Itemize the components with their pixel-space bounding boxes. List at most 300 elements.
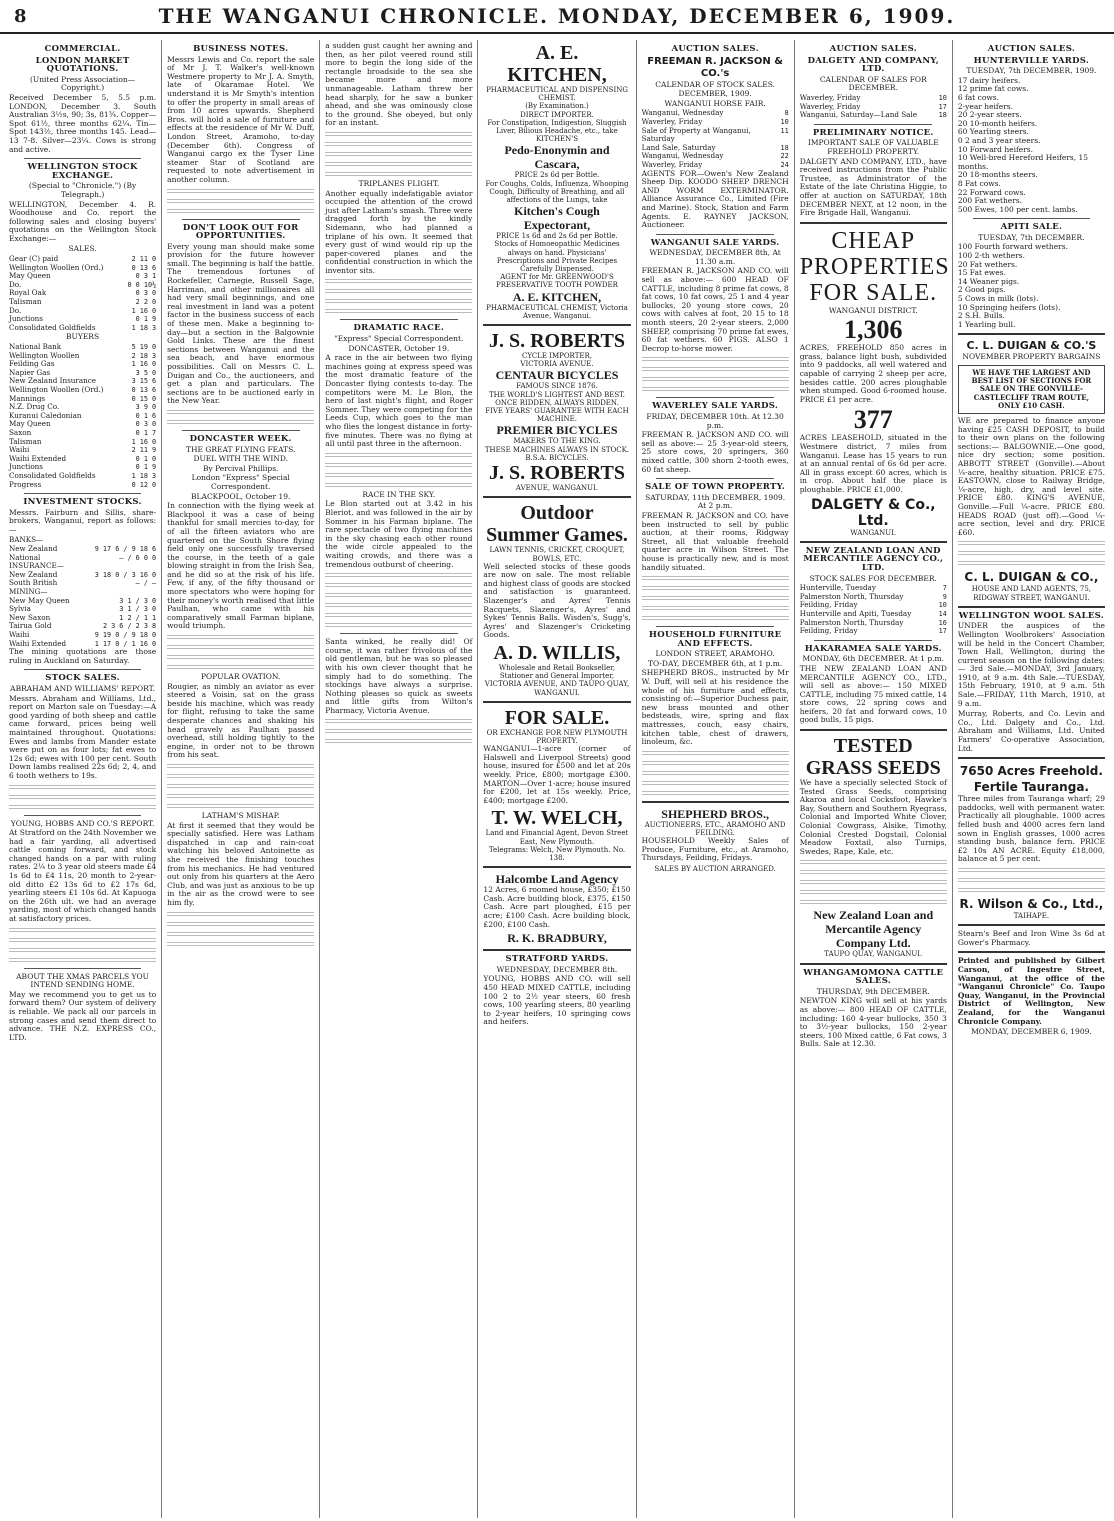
row-value: 17 (938, 627, 947, 636)
latham-heading: LATHAM'S MISHAP. (201, 810, 280, 820)
dramatic-credit: "Express" Special Correspondent. (334, 334, 464, 344)
list-item: 5 Cows in milk (lots). (957, 294, 1039, 304)
row-value: 9 19 0 / 9 18 0 (94, 631, 157, 639)
list-item: 6 fat cows. (957, 92, 1000, 102)
kitchen-address: PHARMACEUTICAL CHEMIST, Victoria Avenue, Wanganui. (486, 303, 628, 320)
row-name: Hunterville and Apiti, Tuesday (799, 608, 912, 618)
race-heading: RACE IN THE SKY. (362, 489, 436, 499)
roberts-name2: J. S. ROBERTS (488, 462, 625, 485)
wanganui-yards-heading: WANGANUI SALE YARDS. (650, 237, 780, 248)
row-name: Junctions (9, 462, 43, 472)
whanga-heading: WHANGAMOMONA CATTLE SALES. (803, 967, 944, 987)
dramatic-date: DONCASTER, October 19. (348, 343, 450, 353)
welch-name: T. W. WELCH, (491, 807, 623, 830)
column-4 (478, 40, 636, 1518)
row-name: Wanganui, Wednesday (641, 108, 724, 118)
row-name: Feilding, Friday (799, 600, 858, 610)
nzloan-list (800, 584, 947, 636)
row-value: 0 0 10½ (127, 280, 157, 289)
shepherd-name: SHEPHERD BROS., (661, 806, 769, 821)
welch-line2: Telegrams: Welch, New Plymouth. No. 138. (488, 845, 626, 863)
list-item: 14 Weaner pigs. (957, 276, 1020, 286)
cheap-properties-heading: CHEAP PROPERTIES FOR SALE. (799, 227, 950, 306)
doncaster-text: In connection with the flying week at Blackpool it was a case of being thankful for small mercies to-day, for of all the fifteen aviators who are quartered on the South Shore flying field only one successfully traversed the course, in the teeth of a gale blowing straight in from the Irish Sea, and he did so at the risk of his life. Few, if any, of the fifty thousand or more spectators who were hoping for their money's worth realised that little Paulhan, who came with his comparatively small Farman biplane, would triumph. (167, 501, 315, 631)
nzla-name: New Zealand Loan and Mercantile Agency Company Ltd. (813, 908, 934, 951)
welch-line1: Land and Financial Agent, Devon Street East, New Plymouth. (485, 829, 629, 846)
row-name: Palmerston North, Thursday (799, 617, 904, 627)
premier-line1: MAKERS TO THE KING. (513, 437, 601, 446)
row-value: — / 6 0 0 (119, 553, 157, 562)
hakaramea-heading: HAKARAMEA SALE YARDS. (804, 643, 942, 654)
row-value: 5 19 0 (131, 343, 157, 351)
heading-business-notes: BUSINESS NOTES. (193, 44, 289, 54)
kitchen-line5: For Coughs, Colds, Influenza, Whooping Cough, Difficulty of Breathing, and all affections of the Lungs, take (485, 179, 629, 205)
list-item: 8 Fat cows. (957, 178, 1001, 188)
list-item: 22 Forward cows. (957, 187, 1026, 197)
columns (4, 40, 1110, 1518)
forsale-sub: OR EXCHANGE FOR NEW PLYMOUTH PROPERTY. (486, 728, 628, 746)
dramatic-text: A race in the air between two flying machines going at express speed was the most dramatic feature of the Doncaster flying contests to-day. The competitors were M. Le Blon, the hero of last night's flight, and Roger Sommer. They were competing for the Leeds Cup, which goes to the man who flies the longest distance in forty-five minutes. There was no flying at all until past three in the afternoon. (325, 353, 473, 449)
household-date: TO-DAY, DECEMBER 6th, at 1 p.m. (647, 658, 783, 668)
row-value: 18 (780, 143, 789, 152)
list-item: 10 Well-bred Hereford Heifers, 15 months. (957, 153, 1089, 171)
row-value: 18 (938, 111, 947, 120)
row-value: 3 1 / 3 0 (119, 605, 157, 614)
row-name: Progress (9, 479, 42, 489)
centaur-heading: CENTAUR BICYCLES (495, 368, 619, 383)
hakaramea-text: THE NEW ZEALAND LOAN AND MERCANTILE AGENCY CO., LTD., will sell as above:— 150 MIXED CATTLE, including 75 mixed cattle, 14 store cows, 22 spring cows and heifers, 20 fat and forward cows, 10 good bulls, 15 pigs. (799, 663, 947, 725)
stratford-heading: STRATFORD YARDS. (505, 954, 609, 965)
list-item: 100 Fourth forward wethers. (957, 242, 1068, 252)
row-name: Land Sale, Saturday (641, 142, 716, 152)
freeman-date: DECEMBER, 1909. (678, 89, 752, 99)
row-name: INSURANCE— (9, 561, 64, 571)
fertile-heading: Fertile Tauranga. (973, 780, 1089, 795)
sales-label: SALES. (68, 244, 97, 254)
column-6 (795, 40, 953, 1518)
list-item: 2-year heifers. (957, 101, 1013, 111)
business-text: Messrs Lewis and Co. report the sale of Mr J. T. Walker's well-known Westmere property to Mr J. A. Smyth, late of Okaramae Hotel. We understand it is Mr Smyth's intention to offer the property in small areas of from 10 acres upwards. Shepherd Bros. will hold a sale of furniture and effects at the residence of Mr W. Duff, London Street, Aramoho, to-day (December 6th). Congress of Wanganui cargo ex the Tyser Line steamer Star of Scotland are requested to note advertisement in another column. (167, 54, 315, 184)
xmas-heading: ABOUT THE XMAS PARCELS YOU INTEND SENDING HOME. (16, 971, 149, 990)
whanga-date: THURSDAY, 9th DECEMBER. (816, 986, 930, 996)
town-property-heading: SALE OF TOWN PROPERTY. (645, 482, 786, 493)
stratford-text: YOUNG, HOBBS AND CO. will sell 450 HEAD MIXED CATTLE, including 100 2 to 2½ year steers, 60 fresh cows, 100 yearling steers, 80 yearling to 2-year heifers, 10 springing cows and heifers. (483, 974, 631, 1027)
row-value: 8 (784, 109, 789, 118)
row-value: 0 1 7 (135, 428, 157, 437)
row-value: 1 18 3 (131, 323, 157, 332)
race-text: Le Blon started out at 3.42 in his Bleriot, and was followed in the air by Sommer in his Farman biplane. The rare spectacle of two flying machines in the sky chasing each other round the wide circle appealed to the waiting crowds, and there was a tremendous outburst of cheering. (325, 499, 473, 569)
wilson-address: TAIHAPE. (1013, 911, 1050, 920)
xmas-text: May we recommend you to get us to forward them? Our system of delivery is reliable. We pack all our parcels in strong cases and send them direct to advance. THE N.Z. EXPRESS CO., LTD. (9, 989, 157, 1042)
duigan-box: WE HAVE THE LARGEST AND BEST LIST OF SECTIONS FOR SALE ON THE GONVILLE-CASTLECLIFF TRAM ROUTE, ONLY £10 CASH. (958, 365, 1105, 414)
heading-commercial: COMMERCIAL. (44, 44, 121, 54)
row-value: 0 13 6 (131, 385, 157, 394)
duigan-heading: C. L. DUIGAN & CO.'S (966, 339, 1097, 353)
notice-heading: PRELIMINARY NOTICE. (812, 127, 934, 138)
row-name: Waihi (9, 445, 30, 455)
list-item: 17 dairy heifers. (957, 75, 1021, 85)
row-value: 16 (938, 618, 947, 627)
row-name: MINING— (9, 587, 48, 597)
freeman-list (642, 109, 789, 169)
row-value: 0 3 0 (135, 420, 157, 429)
row-name: Wellington Woollen (9, 350, 80, 360)
row-name: New Zealand Insurance (9, 376, 97, 386)
district-heading: WANGANUI DISTRICT. (828, 305, 918, 315)
freeman-calendar: CALENDAR OF STOCK SALES. (655, 79, 775, 89)
row-value: 17 (938, 102, 947, 111)
young-heading: YOUNG, HOBBS AND CO.'S REPORT. (10, 818, 155, 828)
kitchen-line4: For Constipation, Indigestion, Sluggish Liver, Bilious Headache, etc., take KITCHEN'S (487, 118, 627, 144)
property2-acres: 377 (853, 405, 893, 435)
agents-text: AGENTS FOR—Owen's New Zealand Sheep Dip. KOODO SHEEP DRENCH AND WORM EXTERMINATOR. Alliance Assurance Co., Limited (Fire and Marine). Stock, Station and Farm Agents. E. RAYNEY JACKSON, Auctioneer. (641, 168, 789, 230)
row-value: 11 (780, 126, 789, 135)
triplanes-heading: TRIPLANES FLIGHT. (358, 178, 440, 188)
household-heading: HOUSEHOLD FURNITURE AND EFFECTS. (648, 630, 782, 649)
row-name: May Queen (9, 419, 51, 429)
row-value: 10 (780, 117, 789, 126)
london-credit: (United Press Association—Copyright.) (29, 74, 136, 93)
town-property-text: FREEMAN R. JACKSON and CO. have been instructed to sell by public auction, at their rooms, Ridgway Street, all that valuable freehold quarter acre in Wilson Street. The house is practically new, and is most handily situated. (641, 510, 789, 572)
kitchen-price1: PRICE 2s 6d per Bottle. (514, 171, 600, 180)
row-name: Palmerston North, Thursday (799, 591, 904, 601)
duigan-sub: NOVEMBER PROPERTY BARGAINS (962, 352, 1101, 362)
row-name: Waihi (9, 630, 30, 639)
row-name: Waihi Extended (9, 453, 67, 463)
hunterville-heading: HUNTERVILLE YARDS. (973, 55, 1090, 66)
dalgety-foot: DALGETY & Co., Ltd. (810, 496, 936, 529)
list-item: 200 Fat wethers. (957, 196, 1023, 206)
row-value: 0 12 0 (131, 480, 157, 489)
row-name: Tairua Gold (9, 621, 52, 631)
heading-dramatic-race: DRAMATIC RACE. (353, 323, 445, 334)
abraham-heading: ABRAHAM AND WILLIAMS' REPORT. (10, 683, 155, 693)
young-text: At Stratford on the 24th November we had a fair yarding, all advertised cattle coming forward, and stock changed hands on a par with ruling rates. 2¼ to 3 year old steers made £4 1s 6d to £4 11s, 20 month to 2-year-old ditto £2 13s 6d to £2 17s 6d, yearling steers £1 10s 6d. At Kapuoga on the 26th ult. we had an average yarding, most of which changed hands at satisfactory prices. (9, 828, 157, 924)
santa-text: Santa winked, he really did! Of course, it was rather frivolous of the old gentleman, but he was so pleased with his own clever thought that he simply had to do something. The stockings have always a surprise. Nothing pleases so quick as sweets and little gifts from Wilton's Pharmacy, Victoria Avenue. (325, 637, 473, 715)
row-name: Napier Gas (9, 367, 51, 377)
row-value: 10 (938, 93, 947, 102)
nzloan-sub: STOCK SALES FOR DECEMBER. (809, 573, 937, 583)
row-name: Consolidated Goldfields (9, 470, 96, 480)
row-name: Wellington Woollen (Ord.) (9, 384, 104, 394)
row-value: 2 18 3 (131, 351, 157, 360)
row-value: 0 1 6 (135, 411, 157, 420)
row-name: Kuranui Caledonian (9, 410, 82, 420)
tested-seeds-heading: TESTED GRASS SEEDS (805, 735, 941, 780)
row-value: 0 15 0 (131, 394, 157, 403)
row-name: Sale of Property at Wanganui, Saturday (641, 125, 751, 144)
row-value: 10 (938, 601, 947, 610)
row-value: 2 11 9 (131, 446, 157, 455)
printed-date: MONDAY, DECEMBER 6, 1909. (971, 1027, 1092, 1037)
row-name: Royal Oak (9, 288, 47, 298)
acres-heading: 7650 Acres Freehold. (959, 764, 1103, 779)
newspaper-title: THE WANGANUI CHRONICLE. MONDAY, DECEMBER 6, 1909. (158, 4, 956, 28)
apiti-list (958, 243, 1105, 329)
list-item: 12 prime fat cows. (957, 84, 1029, 94)
list-row (9, 420, 156, 429)
buyers-list (9, 343, 156, 489)
list-item: 15 Fat ewes. (957, 268, 1006, 278)
wool-text: UNDER the auspices of the Wellington Woolbrokers' Association will be held in the Concert Chamber, Town Hall, Wellington, during the current season on the following dates:— 3rd Sale.—MONDAY, 3rd January, 1910, at 9 a.m. 4th Sale.—TUESDAY, 15th February, 1910, at 9 a.m. 5th Sale.—FRIDAY, 11th March, 1910, at 9 a.m. (957, 621, 1105, 708)
row-value: 1 18 3 (131, 471, 157, 480)
list-item: 100 2-th wethers. (957, 251, 1026, 261)
row-name: Talisman (9, 436, 42, 446)
list-row (9, 272, 156, 281)
column-7 (953, 40, 1110, 1518)
notice-sub: IMPORTANT SALE OF VALUABLE FREEHOLD PROPERTY. (807, 138, 939, 156)
row-value: 0 13 6 (131, 263, 157, 272)
row-name: New Saxon (9, 612, 51, 622)
heading-auction-sales: AUCTION SALES. (671, 44, 759, 54)
heading-doncaster: DONCASTER WEEK. (189, 433, 292, 444)
row-value: 0 1 0 (135, 454, 157, 463)
row-value: 22 (780, 152, 789, 161)
popular-text: Rougier, as nimbly an aviator as ever steered a Voisin, sat on the grass beside his machine, which was ready for flight, refusing to take the same desperate chances and shaking his head gravely as Paulhan passed overhead, still holding tightly to the engine, in order not to be thrown from his seat. (167, 681, 315, 760)
dalgety-foot2: WANGANUI. (850, 528, 897, 537)
row-value: 0 3 1 (135, 272, 157, 281)
list-item: 1 Yearling bull. (957, 319, 1016, 329)
outdoor-heading: Outdoor Summer Games. (486, 502, 628, 547)
centaur-line2: THE WORLD'S LIGHTEST AND BEST. (488, 390, 625, 399)
dalgety-calendar: CALENDAR OF SALES FOR DECEMBER. (819, 74, 927, 93)
stock-intro: WELLINGTON, December 4. R. Woodhouse and Co. report the following sales and closing buyers' quotations on the Wellington Stock Exchange:— (9, 199, 157, 243)
row-name: BANKS— (9, 535, 44, 545)
column-1 (4, 40, 162, 1518)
list-row (642, 127, 789, 144)
row-name: New Zealand (9, 569, 58, 579)
wool-list: Murray, Roberts, and Co. Levin and Co., Ltd. Dalgety and Co., Ltd. Abraham and Williams, Ltd. United Farmers' Co-operative Association, Ltd. (957, 709, 1105, 753)
hunterville-list (958, 77, 1105, 215)
halcombe-heading: Halcombe Land Agency (495, 872, 619, 887)
list-row (9, 597, 156, 606)
freeman-sub: WANGANUI HORSE FAIR. (664, 98, 766, 108)
page-number: 8 (14, 5, 27, 27)
dontlook-text: Every young man should make some provision for the future however small. The beginning is half the battle. The tremendous fortunes of Rockefeller, Carnegie, Russell Sage, Harriman, and other millionaires all had very small beginnings, and one real investment in land was a potent factor in the business success of each of these men. Make a beginning to-day—but a section in the Balgownie Gold Links. These are the finest sections between Wanganui and the sea beach, and have enormous possibilities. Call on Messrs C. L. Duigan and Co., the auctioneers, and get a plan and particulars. The sections are to be auctioned early in the New Year. (167, 241, 315, 406)
property1-acres: 1,306 (844, 315, 903, 345)
column-5 (637, 40, 795, 1518)
row-value: 1 16 0 (131, 360, 157, 369)
column-3 (320, 40, 478, 1518)
row-value: 0 3 0 (135, 289, 157, 298)
list-item: 0 2 and 3 year steers. (957, 135, 1041, 145)
row-name: Waverley, Friday (799, 92, 861, 102)
willis-name: A. D. WILLIS, (493, 642, 621, 665)
list-item: 20 10-month heifers. (957, 118, 1038, 128)
column-2 (162, 40, 320, 1518)
list-row (9, 298, 156, 307)
row-name: Wanganui, Saturday—Land Sale (799, 110, 918, 120)
premier-line3: B.S.A. BICYCLES. (525, 453, 589, 462)
heading-stock-exchange: WELLINGTON STOCK EXCHANGE. (27, 162, 138, 181)
list-row (9, 622, 156, 631)
invest-intro: Messrs. Fairburn and Sillis, share-brokers, Wanganui, report as follows:— (9, 507, 157, 534)
row-value: 7 (942, 584, 947, 593)
doncaster-sub2: DUEL WITH THE WIND. (193, 454, 288, 464)
row-value: 24 (780, 160, 789, 169)
row-value: — / — (135, 579, 157, 588)
bradbury-name: R. K. BRADBURY, (507, 931, 607, 946)
kitchen-price2: PRICE 1s 6d and 2s 6d per Bottle. (496, 232, 618, 241)
hunterville-date: TUESDAY, 7th DECEMBER, 1909. (966, 66, 1097, 76)
centaur-line1: FAMOUS SINCE 1876. (516, 382, 598, 391)
roberts-line2: VICTORIA AVENUE. (520, 360, 594, 369)
kitchen-product1: Pedo-Enonymin and Cascara, (504, 143, 610, 172)
london-text: Received December 5, 5.5 p.m. LONDON, December 3. South Australian 3½s, 90; 3s, 81¾. Copper—Spot 61½, three months 62¼. Tin—Spot 143½, three months 145. Lead—13 7-8. Silver—23¼. Cows is strong and active. (9, 92, 157, 154)
row-name: Gear (C) paid (9, 254, 59, 264)
wanganui-yards-date: WEDNESDAY, DECEMBER 8th, At 11.30 a.m. (649, 248, 781, 266)
row-name: Do. (9, 305, 22, 315)
row-value: 3 9 0 (135, 403, 157, 412)
apiti-date: TUESDAY, 7th DECEMBER. (978, 232, 1085, 242)
kitchen-line2: (By Examination.) (525, 102, 589, 111)
centaur-line4: FIVE YEARS' GUARANTEE WITH EACH MACHINE. (485, 407, 629, 424)
list-item: 60 Yearling steers. (957, 127, 1029, 137)
list-row (9, 438, 156, 447)
row-name: Feilding Gas (9, 359, 55, 369)
list-row (800, 627, 947, 636)
notice-text: DALGETY AND COMPANY, LTD., have received instructions from the Public Trustee, as Administrator of the Estate of the late Christina Higgie, to offer at auction on SATURDAY, 18th DECEMBER NEXT, at 12 noon, in the Fire Brigade Hall, Wanganui. (799, 156, 947, 218)
row-value: 2 3 6 / 2 3 8 (102, 622, 157, 631)
kitchen-line3: DIRECT IMPORTER. (520, 110, 594, 119)
list-item: 10 Springing heifers (lots). (957, 302, 1061, 312)
wool-heading: WELLINGTON WOOL SALES. (958, 610, 1105, 621)
list-item: 20 18-months steers. (957, 170, 1038, 180)
row-value: 1 2 / 1 1 (119, 613, 157, 622)
row-name: Mannings (9, 393, 46, 403)
buyers-label: BUYERS (66, 332, 100, 342)
row-name: Sylvia (9, 604, 31, 614)
row-value: 1 16 0 (131, 437, 157, 446)
row-value: 3 1 / 3 0 (119, 596, 157, 605)
doncaster-credit: London "Express" Special Correspondent. (191, 473, 290, 491)
household-text: SHEPHERD BROS., instructed by Mr W. Duff, will sell at his residence the whole of his furniture and effects, consisting of:—Superior Duchess pair, new brass mounted and other bedsteads, wire, spring and flax mattresses, couch, easy chairs, kitchen table, chest of drawers, linoleum, &c. (641, 668, 789, 747)
kitchen-name: A. E. KITCHEN, (507, 42, 607, 86)
household-sub: LONDON STREET, ARAMOHO. (655, 649, 775, 659)
list-item: 20 2-year steers. (957, 110, 1022, 120)
abraham-text: Messrs. Abraham and Williams, Ltd., report on Marton sale on Tuesday:—A good yarding of both sheep and cattle came forward, prices being well maintained throughout. Quotations: Ewes and lambs from Mander estate were put on as four lots; fat ewes to 12s 6d; ewes with 100 per cent. South Down lambs realised 22s 6d; 2, 4, and 6 tooth wethers to 19s. (9, 693, 157, 780)
wilson-name: R. Wilson & Co., Ltd., (959, 896, 1104, 911)
invest-list (9, 536, 156, 648)
row-value: 0 1 9 (135, 315, 157, 324)
shepherd-text: HOUSEHOLD Weekly Sales of Produce, Furniture, etc., at Aramoho, Thursdays, Feilding, Fridays. (641, 836, 789, 863)
premier-heading: PREMIER BICYCLES (496, 423, 618, 438)
masthead (0, 0, 1114, 34)
row-name: Waverley, Friday (641, 116, 703, 126)
tested-seeds-text: We have a specially selected Stock of Tested Grass Seeds, comprising Akaroa and local Cocksfoot, Hawke's Bay, Southern and Southern Ryegrass, Colonial and Imported White Clover, Colonial Cowgrass, Alsike, Timothy, Colonial Crested Dogstail, Colonial Meadow Foxtail, also Turnips, Swedes, Rape, Kale, etc. (799, 778, 947, 856)
list-item: 10 Forward heifers. (957, 144, 1034, 154)
row-name: National Bank (9, 342, 62, 351)
row-name: Saxon (9, 427, 32, 437)
row-name: Hunterville, Tuesday (799, 583, 876, 593)
duigan-text: WE are prepared to finance anyone having £25 CASH DEPOSIT, to build to their own plans on the following sections:— BALGOWNIE.—One good, nice dry section; some position. ABBOTT STREET (Gonville).—About ¼-acre, healthy situation. PRICE £75. EASTOWN, close to Railway Bridge, ¼-acre, high, dry, and level site. PRICE £80. KING'S AVENUE, Gonville.—Full ¼-acre. PRICE £80. HEADS ROAD (just off).—Good ¼-acre section, level and dry. PRICE £60. (957, 416, 1105, 537)
row-name: National (9, 552, 41, 562)
row-name: South British (9, 578, 58, 588)
nzla-address: TAUPO QUAY, WANGANUI. (824, 950, 923, 959)
latham-text: At first it seemed that they would be specially satisfied. Here was Latham dispatched in cap and rain-coat watching his beloved Antoinette as she received the finishing touches from his mechanics. He had ventured out only from his quarters at the Aero Club, and was just as anxious to be up in the air as the crowd were to see him fly. (167, 820, 315, 907)
row-value: 1 16 0 (131, 306, 157, 315)
row-name: May Queen (9, 271, 51, 281)
list-item: 2 S.H. Bulls. (957, 311, 1005, 321)
willis-line1: Wholesale and Retail Bookseller, Stationer and General Importer, VICTORIA AVENUE, AND TAUPO QUAY, WANGANUI. (484, 664, 630, 697)
halcombe-text: 12 Acres, 6 roomed house, £350; £150 Cash. Acre building block, £375, £150 Cash. Acre part ploughed, £15 per acre; £100 Cash. Acre building block, £200, £100 Cash. (483, 885, 631, 929)
row-value: 3 5 0 (135, 368, 157, 377)
heading-auction-sales-3: AUCTION SALES. (987, 44, 1076, 54)
beef-text: Stearn's Beef and Iron Wine 3s 6d at Gower's Pharmacy. (957, 929, 1105, 947)
popular-heading: POPULAR OVATION. (201, 672, 281, 682)
row-value: 2 2 0 (135, 298, 157, 307)
wanganui-yards-text: FREEMAN R. JACKSON AND CO. will sell as above:— 600 HEAD OF CATTLE, including 8 prime fat cows, 8 fat cows, 10 fat cows, 25 1 and 4 year bullocks, 20 young store cows, 20 cows with calves at foot, 20 15 to 18 month steers, 20 2-year steers. 2,000 SHEEP, comprising 70 prime fat ewes, 60 fat wethers. 60 PIGS. ALSO 1 Decrop to-horse mower. (641, 266, 789, 353)
row-name: Waverley, Friday (799, 101, 861, 111)
freeman-heading: FREEMAN R. JACKSON & CO.'s (647, 55, 783, 79)
row-value: 9 (942, 592, 947, 601)
doncaster-continued: a sudden gust caught her awning and then, as her pilot veered round still more to begin the long side of the rectangle broadside to the sea she became more and more unmanageable. Latham threw her head sharply, for he saw a bunker ahead, and she was ominously close to the ground. She obeyed, but only for an instant. (325, 41, 473, 128)
list-item: 20 Fat wethers. (957, 259, 1018, 269)
list-row (800, 111, 947, 120)
row-name: N.Z. Drug Co. (9, 402, 60, 412)
town-property-date: SATURDAY, 11th DECEMBER, 1909. At 2 p.m. (645, 492, 786, 511)
row-name: Wellington Woollen (Ord.) (9, 262, 104, 272)
kitchen-name2: A. E. KITCHEN, (512, 289, 602, 304)
kitchen-line1: PHARMACEUTICAL AND DISPENSING CHEMIST. (486, 86, 628, 103)
row-name: New May Queen (9, 595, 70, 605)
row-value: 1 17 0 / 1 16 0 (94, 639, 157, 648)
heading-investment: INVESTMENT STOCKS. (23, 497, 142, 508)
sales-list (9, 255, 156, 332)
triplanes-text: Another equally indefatigable aviator occupied the attention of the crowd just after Latham's smash. Three were dragged forth by the kindly Sidemann, who had planned a triplane of his own. It seemed that every gust of wind would rip up the paper-covered planes and the confidential construction in which the inventor sits. (325, 188, 473, 275)
row-value: 0 1 9 (135, 463, 157, 472)
dalgety-heading: DALGETY AND COMPANY, LTD. (807, 55, 939, 75)
row-name: Feilding, Friday (799, 626, 858, 636)
hakaramea-date: MONDAY, 6th DECEMBER. At 1 p.m. (802, 654, 945, 664)
stock-credit: (Special to "Chronicle.") (By Telegraph.) (28, 181, 137, 199)
apiti-heading: APITI SALE. (1000, 222, 1063, 233)
roberts-address: AVENUE, WANGANUI. (515, 484, 599, 493)
dalgety-list (800, 94, 947, 120)
property1-text: ACRES, FREEHOLD 850 acres in grass, balance light bush, subdivided into 9 paddocks, all well watered and capable of carrying 2 sheep per acre, besides cattle. 200 acres ploughable when stumped. Good 6-roomed house. PRICE £1 per acre. (799, 343, 947, 404)
row-value: 9 17 6 / 9 18 6 (94, 545, 157, 554)
forsale-text: WANGANUI—1-acre (corner of Halswell and Liverpool Streets) good house, insured for £500 and let at 20s weekly. Price, £800; mortgage £300. MARTON—Over 1-acre; house insured for £200, let at 15s weekly. Price, £400; mortgage £200. (483, 744, 631, 805)
printed-text: Printed and published by Gilbert Carson, of Ingestre Street, Wanganui, at the office of the "Wanganui Chronicle" Co. Taupo Quay, Wanganui, in the Provincial District of Wellington, New Zealand, for the Wanganui Chronicle Company. (957, 956, 1105, 1026)
kitchen-line7: AGENT for Mr. GREENWOOD'S PRESERVATIVE TOOTH POWDER (496, 273, 618, 290)
doncaster-byline: By Percival Phillips. (202, 463, 279, 473)
row-value: 2 11 0 (131, 255, 157, 264)
shepherd-sub: AUCTIONEERS, ETC., ARAMOHO AND FEILDING. (644, 820, 786, 838)
centaur-line3: ONCE RIDDEN, ALWAYS RIDDEN. (495, 398, 619, 407)
heading-dont-look: DON'T LOOK OUT FOR OPPORTUNITIES. (182, 222, 299, 242)
heading-auction-sales-2: AUCTION SALES. (829, 44, 917, 54)
doncaster-date: BLACKPOOL, October 19. (191, 491, 291, 501)
property2-text: ACRES LEASEHOLD, situated in the Westmere district, 7 miles from Wanganui. Lease has 15 years to run at an annual rental of 6s 6d per acre. All in grass except 60 acres, which is in crop. About half the place is ploughable. PRICE £1,000. (799, 433, 947, 494)
waverley-yards-text: FREEMAN R. JACKSON AND CO. will sell as above:— 25 3-year-old steers, 25 store cows, 20 springers, 360 mixed cattle, 300 shorn 2-tooth ewes, 60 fat sheep. (641, 430, 789, 474)
row-name: Wanganui, Wednesday (641, 151, 724, 161)
roberts-name: J. S. ROBERTS (488, 330, 625, 353)
row-value: 3 18 0 / 3 16 0 (94, 570, 157, 579)
forsale-heading: FOR SALE. (504, 706, 610, 729)
row-name: Waverley, Friday (641, 159, 703, 169)
shepherd-foot: SALES BY AUCTION ARRANGED. (654, 865, 776, 873)
fertile-text: Three miles from Tauranga wharf; 29 paddocks, well with permanent water. Practically all ploughable. 1000 acres felled bush and 4000 acres fern land sown in English grasses, 1000 acres standing bush, balance fern. PRICE £2 10s AN ACRE. Equity £18,000, balance at 5 per cent. (957, 794, 1105, 864)
heading-stock-sales: STOCK SALES. (45, 673, 120, 684)
row-value: 14 (938, 609, 947, 618)
row-name: Talisman (9, 297, 42, 307)
row-name: Consolidated Goldfields (9, 322, 96, 332)
list-row (9, 324, 156, 333)
outdoor-text: Well selected stocks of these goods are now on sale. The most reliable and highest class of goods are stocked and satisfaction is guaranteed. Slazenger's and Ayres' Tennis Racquets, Slazenger's, Ayres' and Sykes' Tennis Balls. Wisden's, Sugg's, Ayres' and Slazenger's Cricketing Goods. (483, 561, 631, 640)
list-item: 2 Good pigs. (957, 285, 1006, 295)
premier-line2: THESE MACHINES ALWAYS IN STOCK. (484, 445, 630, 454)
whanga-text: NEWTON KING will sell at his yards as above:— 800 HEAD OF CATTLE, including: 160 4-year bullocks, 350 3 to 3½-year bullocks, 150 2-year steers, 100 Mixed cattle, 6 Fat cows, 3 Bulls. Sale at 12.30. (799, 996, 947, 1049)
